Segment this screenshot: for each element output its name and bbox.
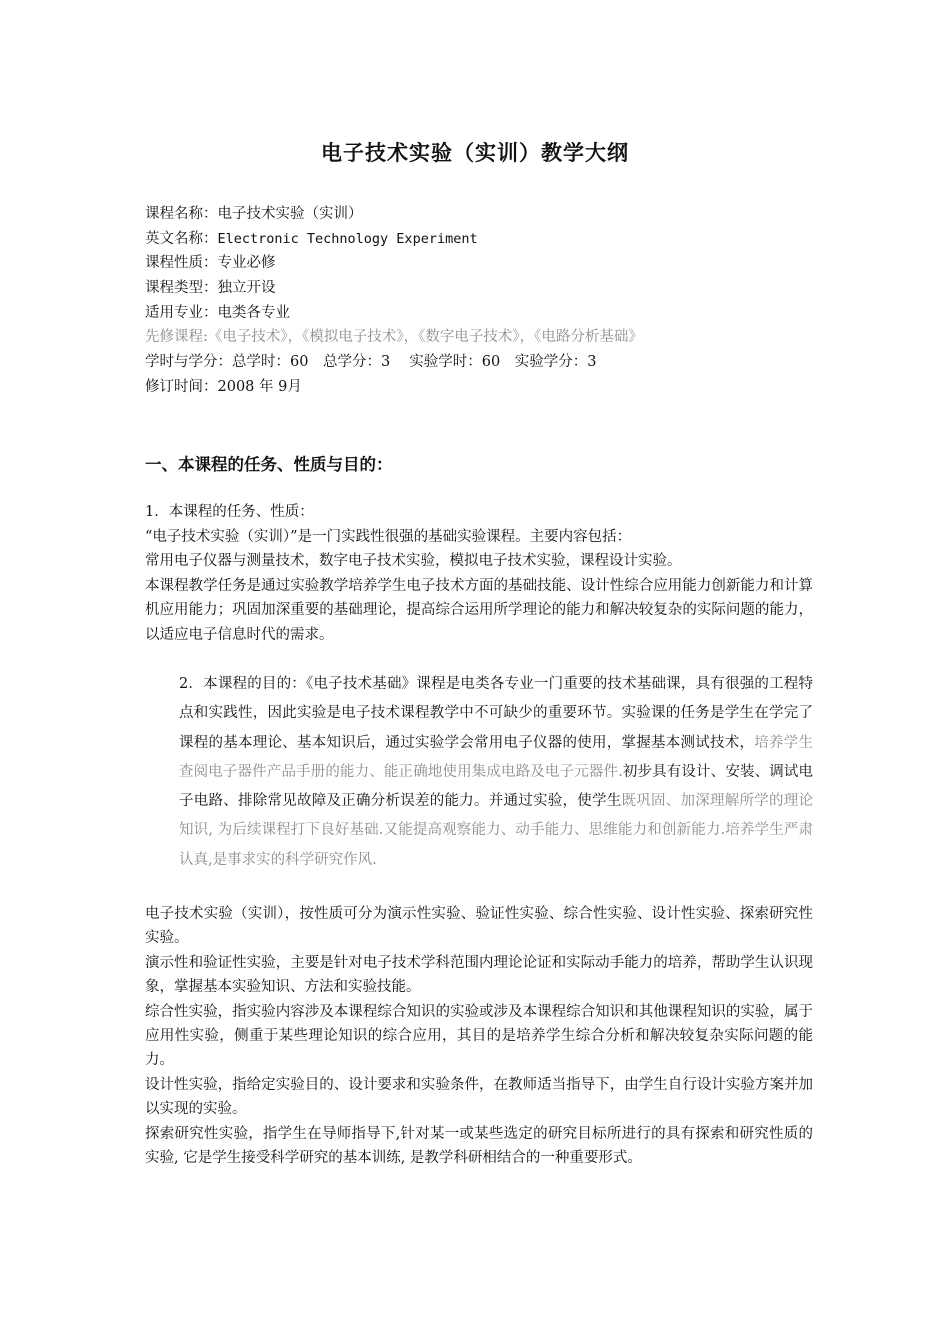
meta-value: 2008 年 9月 <box>217 378 302 395</box>
meta-label: 课程类型： <box>145 280 218 297</box>
paragraph: 探索研究性实验，指学生在导师指导下,针对某一或某些选定的研究目标所进行的具有探索和研究性质的实验, 它是学生接受科学研究的基本训练, 是教学科研相结合的一种重要形式。 <box>145 1125 813 1167</box>
text-span: 2．本课程的目的：《电子技术基础》课程是电类各专业一门重要的技术基础课，具有很强的工程特点和实践性，因此实验是电子技术课程教学中不可缺少的重要环节。实验课的任务是学生在学完了课程的基本理论、基本知识后，通过实验学会常用电子仪器的使用，掌握基本测试技术， <box>179 676 813 751</box>
meta-value: 总学时：60 总学分：3 实验学时：60 实验学分：3 <box>232 354 597 371</box>
paragraph: 本课程教学任务是通过实验教学培养学生电子技术方面的基础技能、设计性综合应用能力创新能力和计算机应用能力；巩固加深重要的基础理论，提高综合运用所学理论的能力和解决较复杂的实际问题的能力，以适应电子信息时代的需求。 <box>145 577 813 643</box>
course-meta <box>145 202 825 400</box>
meta-label: 英文名称： <box>145 230 218 247</box>
meta-hours-credits <box>145 350 825 375</box>
purpose-block <box>145 670 813 875</box>
meta-value: 专业必修 <box>217 255 276 272</box>
meta-course-name <box>145 202 825 227</box>
meta-label: 适用专业： <box>145 304 218 321</box>
paragraph: 综合性实验，指实验内容涉及本课程综合知识的实验或涉及本课程综合知识和其他课程知识的实验，属于应用性实验，侧重于某些理论知识的综合应用，其目的是培养学生综合分析和解决较复杂实际问题的能力。 <box>145 1003 813 1069</box>
meta-prerequisites <box>145 325 825 350</box>
meta-english-name <box>145 227 825 252</box>
meta-value: Electronic Technology Experiment <box>217 230 478 247</box>
subsection-title: 1．本课程的任务、性质： <box>145 504 314 520</box>
paragraph-line: “电子技术实验（实训）”是一门实践性很强的基础实验课程。主要内容包括： <box>145 528 632 545</box>
section-heading: 一、本课程的任务、性质与目的： <box>145 455 393 474</box>
meta-label: 课程名称： <box>145 206 218 222</box>
meta-revision-date <box>145 375 825 400</box>
text-span-grey: 既巩固、加深理解所学的理论知识, 为后续课程打下良好基础.又能提高观察能力、动手能力、思维能力和创新能力.培养学生严肃认真,是事求实的科学研究作风. <box>179 793 813 868</box>
paragraph: 电子技术实验（实训），按性质可分为演示性实验、验证性实验、综合性实验、设计性实验、探索研究性实验。 <box>145 906 813 947</box>
meta-value: 电类各专业 <box>217 304 290 321</box>
meta-value: 独立开设 <box>217 280 276 297</box>
paragraph: 演示性和验证性实验，主要是针对电子技术学科范围内理论论证和实际动手能力的培养，帮助学生认识现象，掌握基本实验知识、方法和实验技能。 <box>145 954 813 996</box>
text-span: 初步具有设计、安装、调试电子电路、排除常见故障及正确分析误差的能力。并通过实验，使学生 <box>179 763 813 810</box>
meta-value: 《电子技术》，《模拟电子技术》，《数字电子技术》，《电路分析基础》 <box>207 329 643 346</box>
meta-course-nature <box>145 251 825 276</box>
paragraph: 设计性实验，指给定实验目的、设计要求和实验条件，在教师适当指导下，由学生自行设计实验方案并加以实现的实验。 <box>145 1076 813 1118</box>
meta-value: 电子技术实验（实训） <box>217 206 363 222</box>
meta-label: 修订时间： <box>145 378 218 395</box>
document-title: 电子技术实验（实训）教学大纲 <box>321 141 629 165</box>
meta-major <box>145 301 825 326</box>
meta-course-type <box>145 276 825 301</box>
meta-label: 先修课程: <box>145 329 208 346</box>
purpose-paragraph <box>145 670 813 875</box>
task-nature-block <box>145 500 813 647</box>
meta-label: 学时与学分： <box>145 354 232 371</box>
text-span-grey: 培养学生查阅电子器件产品手册的能力、能正确地使用集成电路及电子元器件. <box>179 734 813 780</box>
experiment-types-block <box>145 902 813 1170</box>
meta-label: 课程性质： <box>145 255 218 272</box>
paragraph-line: 常用电子仪器与测量技术，数字电子技术实验，模拟电子技术实验，课程设计实验。 <box>145 553 682 569</box>
